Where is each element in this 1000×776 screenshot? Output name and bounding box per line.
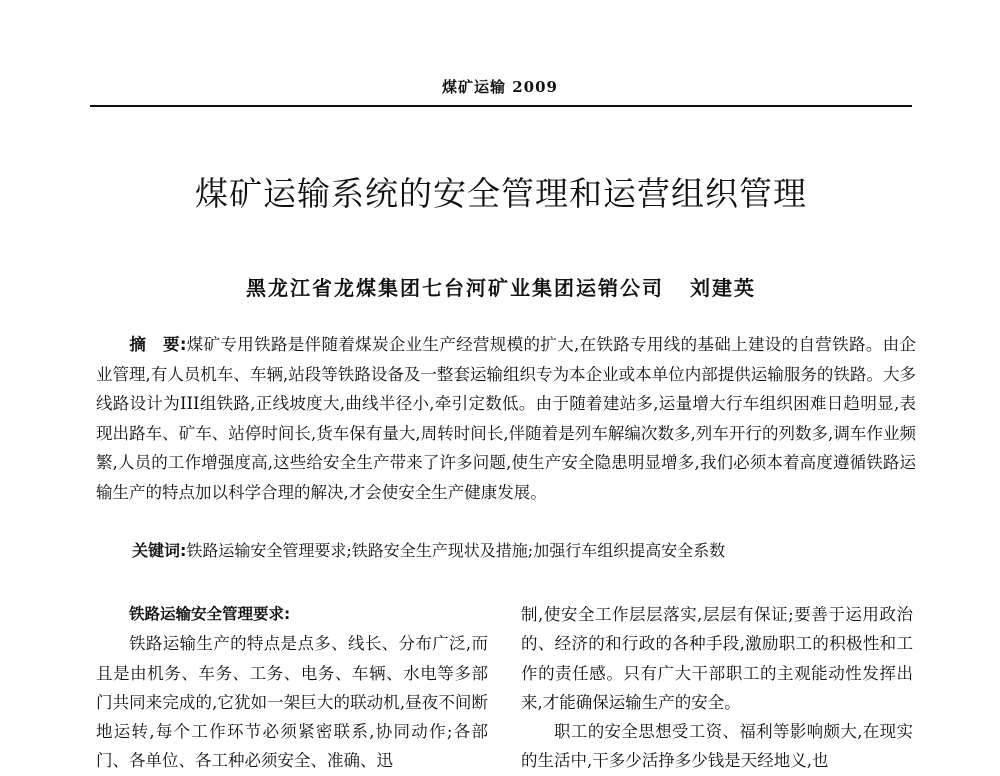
keywords	[132, 538, 922, 561]
body-paragraph: 铁路运输生产的特点是点多、线长、分布广泛,而且是由机务、车务、工务、电务、车辆、水电等多部门共同来完成的,它犹如一架巨大的联动机,昼夜不间断地运转,每个工作环节必须紧密联系,协同动作;各部门、各单位、各工种必须安全、准确、迅	[96, 634, 488, 771]
author-name: 刘建英	[690, 276, 756, 300]
body-paragraph: 职工的安全思想受工资、福利等影响颇大,在现实的生活中,干多少活挣多少钱是天经地义,也	[521, 722, 913, 771]
abstract-text: 煤矿专用铁路是伴随着煤炭企业生产经营规模的扩大,在铁路专用线的基础上建设的自营铁路。由企业管理,有人员机车、车辆,站段等铁路设备及一整套运输组织专为本企业或本单位内部提供运输服务的铁路。大多线路设计为III组铁路,正线坡度大,曲线半径小,牵引定数低。由于随着建站多,运量增大行车组织困难日趋明显,表现出路车、矿车、站停时间长,货车保有量大,周转时间长,伴随着是列车解编次数多,列车开行的列数多,调车作业频繁,人员的工作增强度高,这些给安全生产带来了许多问题,使生产安全隐患明显增多,我们必须本着高度遵循铁路运输生产的特点加以科学合理的解决,才会使安全生产健康发展。	[96, 335, 916, 502]
body-paragraph: 制,使安全工作层层落实,层层有保证;要善于运用政治的、经济的和行政的各种手段,激励职工的积极性和工作的责任感。只有广大干部职工的主观能动性发挥出来,才能确保运输生产的安全。	[521, 605, 913, 712]
body-column-right	[521, 600, 913, 776]
abstract-label: 摘 要:	[129, 335, 187, 354]
header-rule	[90, 105, 912, 107]
keywords-label: 关键词:	[132, 541, 187, 560]
affiliation: 黑龙江省龙煤集团七台河矿业集团运销公司	[246, 276, 664, 300]
section-heading: 铁路运输安全管理要求:	[129, 605, 291, 623]
keywords-text: 铁路运输安全管理要求;铁路安全生产现状及措施;加强行车组织提高安全系数	[186, 541, 726, 560]
author-line	[90, 272, 912, 301]
running-head: 煤矿运输 2009	[442, 78, 558, 96]
article-title: 煤矿运输系统的安全管理和运营组织管理	[195, 174, 807, 213]
body-column-left	[96, 600, 488, 776]
abstract	[96, 330, 916, 508]
